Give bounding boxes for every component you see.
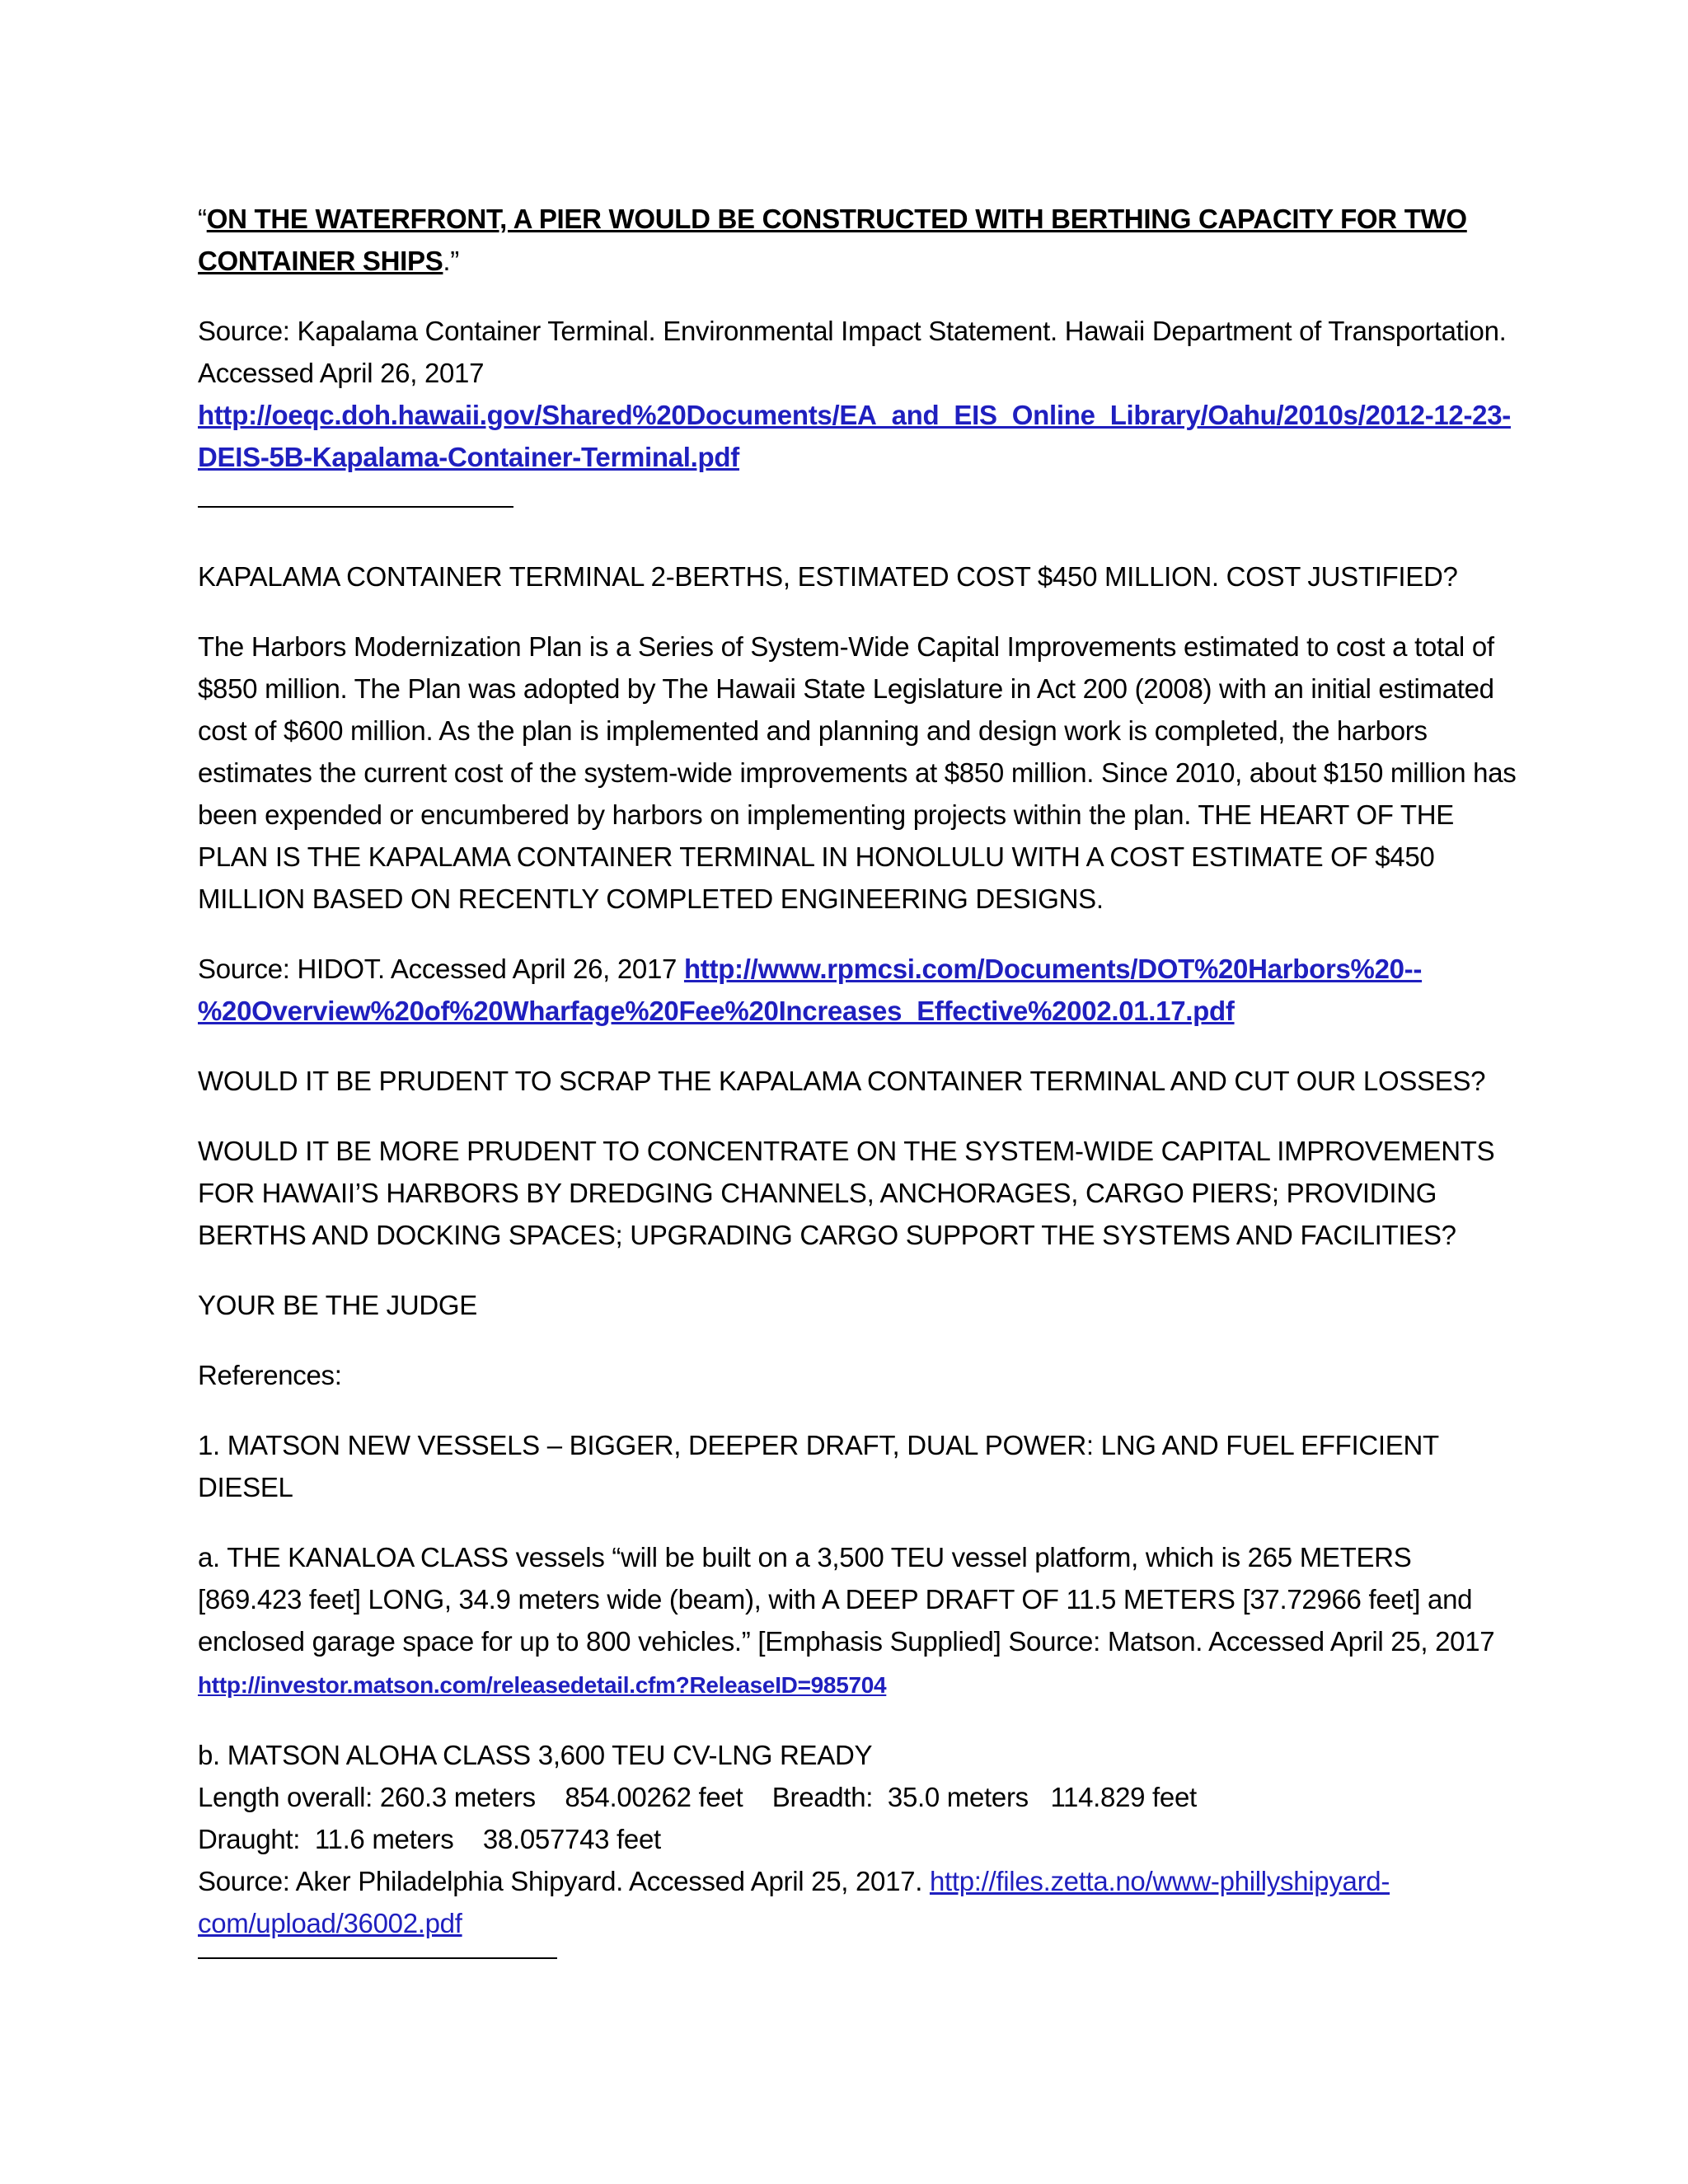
reference-b-title: b. MATSON ALOHA CLASS 3,600 TEU CV-LNG READY: [198, 1740, 873, 1770]
reference-b-source: Source: Aker Philadelphia Shipyard. Accessed April 25, 2017.: [198, 1866, 930, 1896]
references-label: References:: [198, 1360, 342, 1390]
quote-paragraph: [198, 198, 1517, 282]
quote-open: “: [198, 204, 207, 234]
body-paragraph: The Harbors Modernization Plan is a Series of System-Wide Capital Improvements estimated to cost a total of $850 million. The Plan was adopted by The Hawaii State Legislature in Act 200 (2008) with an initial estimated cost of $600 million. As the plan is implemented and planning and design work is completed, the harbors estimates the current cost of the system-wide improvements at $850 million. Since 2010, about $150 million has been expended or encumbered by harbors on implementing projects within the plan. THE HEART OF THE PLAN IS THE KAPALAMA CONTAINER TERMINAL IN HONOLULU WITH A COST ESTIMATE OF $450 MILLION BASED ON RECENTLY COMPLETED ENGINEERING DESIGNS.: [198, 631, 1517, 914]
document-page: [198, 198, 1517, 1959]
quote-text: ON THE WATERFRONT, A PIER WOULD BE CONSTRUCTED WITH BERTHING CAPACITY FOR TWO CONTAINER SHIPS: [198, 204, 1467, 276]
judge-line: YOUR BE THE JUDGE: [198, 1290, 478, 1320]
divider-line-bottom: [198, 1957, 557, 1959]
source1-paragraph: [198, 310, 1517, 478]
source1-link[interactable]: http://oeqc.doh.hawaii.gov/Shared%20Documents/EA_and_EIS_Online_Library/Oahu/2010s/2012-12-23-DEIS-5B-Kapalama-Container-Terminal.pdf: [198, 400, 1511, 472]
reference-1: 1. MATSON NEW VESSELS – BIGGER, DEEPER DRAFT, DUAL POWER: LNG AND FUEL EFFICIENT DIESEL: [198, 1430, 1439, 1502]
reference-b: [198, 1734, 1517, 1944]
source2-link[interactable]: http://www.rpmcsi.com/Documents/DOT%20Harbors%20--%20Overview%20of%20Wharfage%20Fee%20Increases_Effective%2002.01.17.pdf: [198, 954, 1423, 1026]
reference-b-draught: Draught: 11.6 meters 38.057743 feet: [198, 1824, 661, 1854]
reference-a: [198, 1536, 1517, 1706]
source2-paragraph: [198, 948, 1517, 1032]
reference-a-link[interactable]: http://investor.matson.com/releasedetail.cfm?ReleaseID=985704: [198, 1672, 887, 1698]
question1: WOULD IT BE PRUDENT TO SCRAP THE KAPALAMA CONTAINER TERMINAL AND CUT OUR LOSSES?: [198, 1066, 1486, 1096]
reference-a-text: a. THE KANALOA CLASS vessels “will be built on a 3,500 TEU vessel platform, which is 265 METERS [869.423 feet] LONG, 34.9 meters wide (beam), with A DEEP DRAFT OF 11.5 METERS [37.72966 feet] and enclosed garage space for up to 800 vehicles.” [Emphasis Supplied] Source: Matson. Accessed April 25, 2017: [198, 1542, 1495, 1657]
reference-b-length: Length overall: 260.3 meters 854.00262 feet Breadth: 35.0 meters 114.829 feet: [198, 1782, 1197, 1812]
divider-line: [198, 506, 513, 508]
source1-text: Source: Kapalama Container Terminal. Environmental Impact Statement. Hawaii Department of Transportation. Accessed April 26, 2017: [198, 316, 1507, 388]
quote-close: .”: [443, 246, 459, 276]
question2: WOULD IT BE MORE PRUDENT TO CONCENTRATE ON THE SYSTEM-WIDE CAPITAL IMPROVEMENTS FOR HAWAII’S HARBORS BY DREDGING CHANNELS, ANCHORAGES, CARGO PIERS; PROVIDING BERTHS AND DOCKING SPACES; UPGRADING CARGO SUPPORT THE SYSTEMS AND FACILITIES?: [198, 1136, 1495, 1250]
source2-text: Source: HIDOT. Accessed April 26, 2017: [198, 954, 684, 984]
reference-b-link[interactable]: http://files.zetta.no/www-phillyshipyard-com/upload/36002.pdf: [198, 1866, 1390, 1938]
heading: KAPALAMA CONTAINER TERMINAL 2-BERTHS, ESTIMATED COST $450 MILLION. COST JUSTIFIED?: [198, 561, 1458, 592]
